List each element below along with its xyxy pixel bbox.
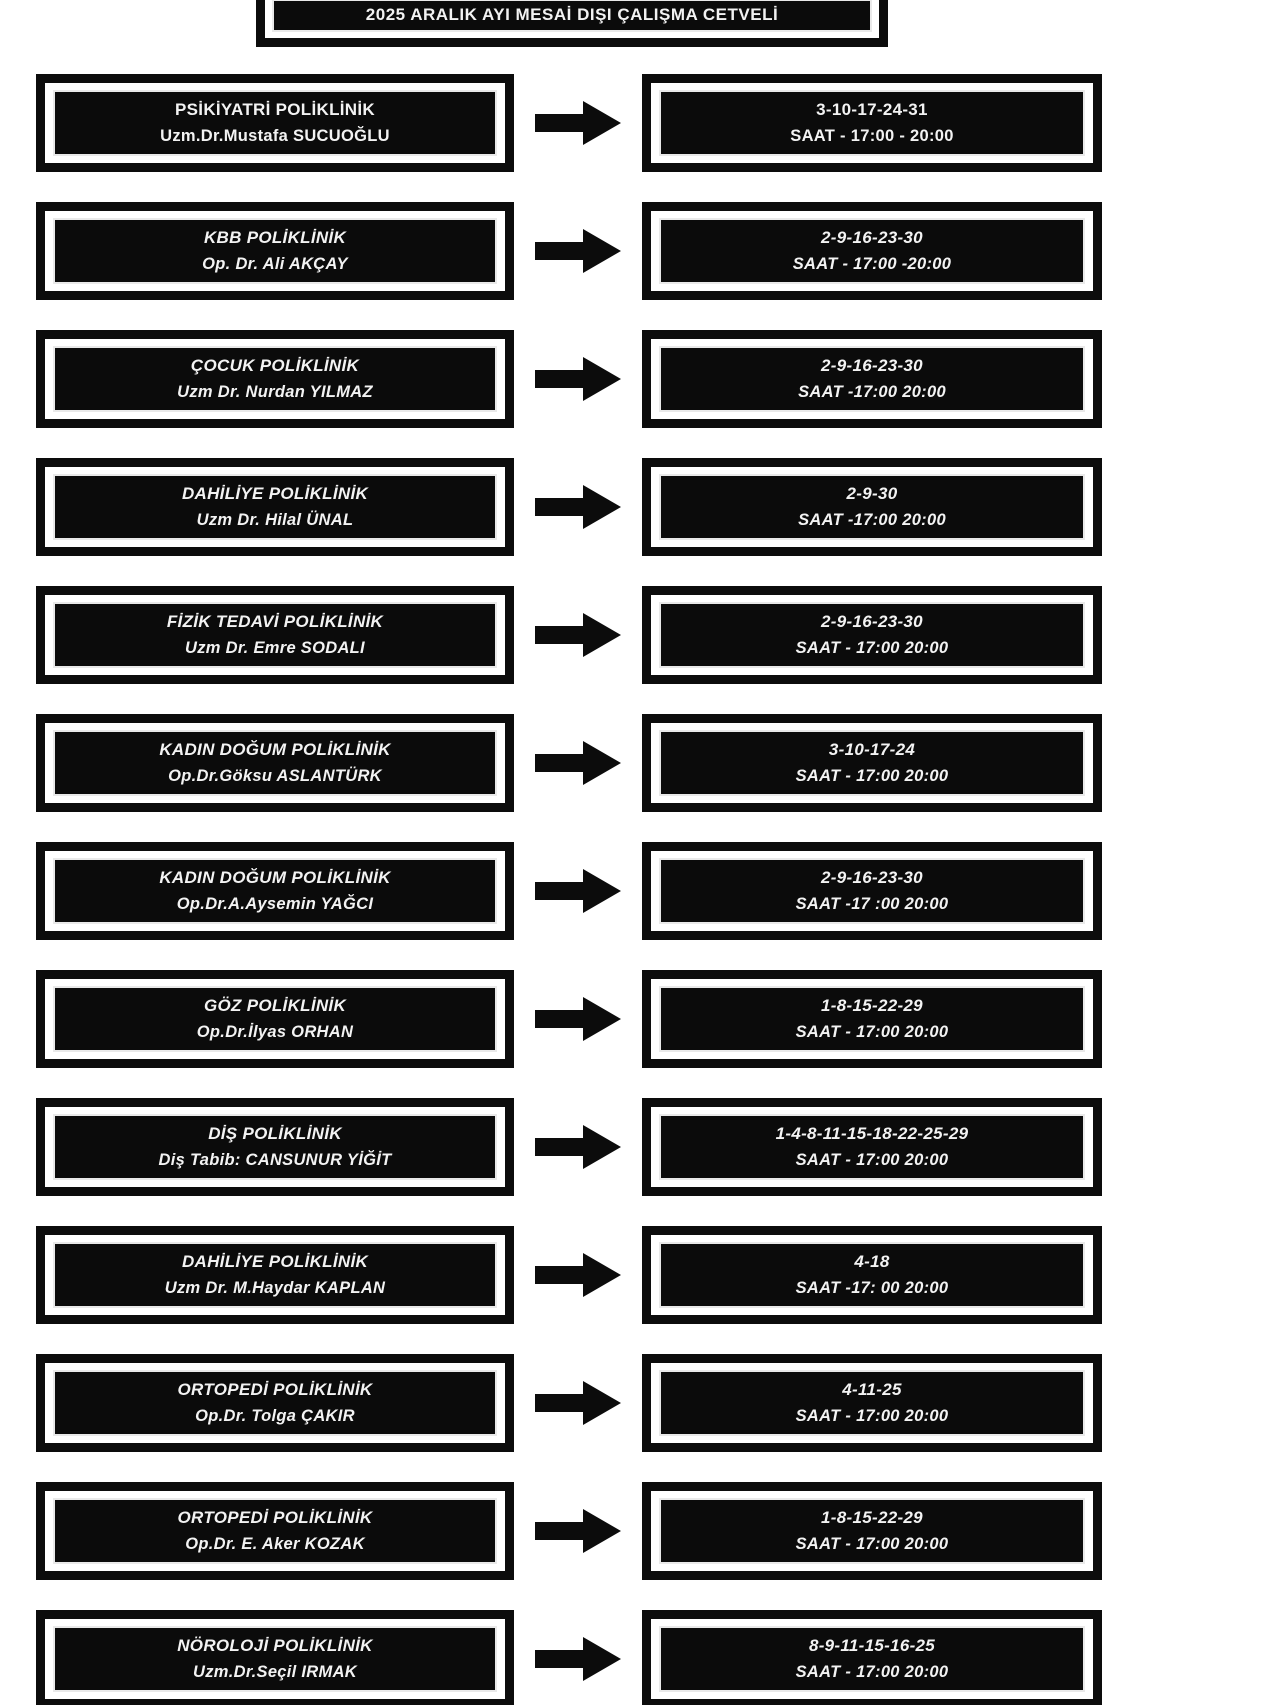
schedule-row [36, 1354, 1280, 1452]
hours-text: SAAT -17:00 20:00 [798, 511, 946, 529]
clinic-name: KADIN DOĞUM POLİKLİNİK [159, 740, 391, 759]
clinic-box [36, 714, 514, 812]
hours-text: SAAT - 17:00 20:00 [795, 1151, 949, 1169]
schedule-row [36, 458, 1280, 556]
clinic-box [36, 74, 514, 172]
clinic-box [36, 1482, 514, 1580]
schedule-box [642, 202, 1102, 300]
days-list: 3-10-17-24 [828, 740, 916, 759]
right-arrow-icon [514, 996, 642, 1042]
days-list: 2-9-16-23-30 [821, 612, 923, 631]
right-arrow-icon [514, 868, 642, 914]
hours-text: SAAT - 17:00 20:00 [795, 767, 949, 785]
hours-text: SAAT - 17:00 20:00 [795, 1663, 949, 1681]
doctor-name: Uzm.Dr.Seçil IRMAK [192, 1663, 358, 1681]
doctor-name: Uzm Dr. Emre SODALI [185, 639, 365, 657]
schedule-box [642, 458, 1102, 556]
right-arrow-icon [514, 356, 642, 402]
days-list: 1-4-8-11-15-18-22-25-29 [775, 1124, 969, 1143]
page-title: 2025 ARALIK AYI MESAİ DIŞI ÇALIŞMA CETVELİ [272, 0, 872, 32]
schedule-rows [0, 74, 1280, 1705]
doctor-name: Op.Dr. Tolga ÇAKIR [195, 1407, 355, 1425]
clinic-box [36, 458, 514, 556]
schedule-box [642, 714, 1102, 812]
clinic-box [36, 842, 514, 940]
doctor-name: Op.Dr.İlyas ORHAN [196, 1023, 354, 1041]
schedule-box [642, 1354, 1102, 1452]
clinic-name: KBB POLİKLİNİK [203, 228, 347, 247]
clinic-name: DİŞ POLİKLİNİK [208, 1124, 342, 1143]
clinic-box [36, 330, 514, 428]
right-arrow-icon [514, 1124, 642, 1170]
clinic-name: DAHİLİYE POLİKLİNİK [181, 1252, 369, 1271]
hours-text: SAAT - 17:00 - 20:00 [790, 127, 954, 145]
schedule-box [642, 970, 1102, 1068]
days-list: 2-9-16-23-30 [821, 356, 923, 375]
hours-text: SAAT - 17:00 -20:00 [792, 255, 952, 273]
right-arrow-icon [514, 612, 642, 658]
days-list: 2-9-30 [846, 484, 898, 503]
hours-text: SAAT - 17:00 20:00 [795, 1407, 949, 1425]
schedule-row [36, 1226, 1280, 1324]
days-list: 3-10-17-24-31 [816, 100, 928, 119]
schedule-box [642, 1226, 1102, 1324]
days-list: 2-9-16-23-30 [821, 228, 923, 247]
schedule-row [36, 330, 1280, 428]
clinic-name: ORTOPEDİ POLİKLİNİK [177, 1508, 373, 1527]
clinic-name: PSİKİYATRİ POLİKLİNİK [175, 100, 375, 119]
days-list: 2-9-16-23-30 [821, 868, 923, 887]
clinic-name: DAHİLİYE POLİKLİNİK [181, 484, 369, 503]
days-list: 1-8-15-22-29 [821, 1508, 923, 1527]
doctor-name: Uzm.Dr.Mustafa SUCUOĞLU [160, 127, 390, 145]
schedule-row [36, 1610, 1280, 1705]
right-arrow-icon [514, 1508, 642, 1554]
schedule-box [642, 1610, 1102, 1705]
schedule-row [36, 842, 1280, 940]
right-arrow-icon [514, 1380, 642, 1426]
clinic-box [36, 1354, 514, 1452]
clinic-box [36, 1226, 514, 1324]
clinic-name: NÖROLOJİ POLİKLİNİK [177, 1636, 373, 1655]
clinic-name: ORTOPEDİ POLİKLİNİK [177, 1380, 373, 1399]
clinic-name: ÇOCUK POLİKLİNİK [190, 356, 360, 375]
days-list: 8-9-11-15-16-25 [808, 1636, 936, 1655]
schedule-row [36, 970, 1280, 1068]
right-arrow-icon [514, 100, 642, 146]
schedule-box [642, 74, 1102, 172]
right-arrow-icon [514, 740, 642, 786]
hours-text: SAAT -17 :00 20:00 [795, 895, 949, 913]
right-arrow-icon [514, 228, 642, 274]
days-list: 4-18 [854, 1252, 890, 1271]
schedule-row [36, 714, 1280, 812]
hours-text: SAAT - 17:00 20:00 [795, 1535, 949, 1553]
schedule-box [642, 1098, 1102, 1196]
schedule-box [642, 586, 1102, 684]
right-arrow-icon [514, 1252, 642, 1298]
doctor-name: Op.Dr.Göksu ASLANTÜRK [168, 767, 382, 785]
schedule-row [36, 1098, 1280, 1196]
days-list: 1-8-15-22-29 [821, 996, 923, 1015]
schedule-row [36, 202, 1280, 300]
doctor-name: Uzm Dr. M.Haydar KAPLAN [164, 1279, 386, 1297]
clinic-box [36, 202, 514, 300]
days-list: 4-11-25 [842, 1380, 902, 1399]
schedule-row [36, 74, 1280, 172]
clinic-name: GÖZ POLİKLİNİK [203, 996, 347, 1015]
hours-text: SAAT - 17:00 20:00 [795, 639, 949, 657]
clinic-name: KADIN DOĞUM POLİKLİNİK [159, 868, 391, 887]
schedule-box [642, 330, 1102, 428]
hours-text: SAAT -17:00 20:00 [798, 383, 946, 401]
clinic-box [36, 1098, 514, 1196]
clinic-box [36, 586, 514, 684]
doctor-name: Uzm Dr. Hilal ÜNAL [196, 511, 354, 529]
doctor-name: Op.Dr. E. Aker KOZAK [185, 1535, 365, 1553]
title-box [256, 0, 888, 47]
doctor-name: Diş Tabib: CANSUNUR YİĞİT [158, 1151, 392, 1169]
schedule-row [36, 586, 1280, 684]
hours-text: SAAT -17: 00 20:00 [795, 1279, 949, 1297]
clinic-box [36, 1610, 514, 1705]
doctor-name: Op. Dr. Ali AKÇAY [202, 255, 348, 273]
right-arrow-icon [514, 484, 642, 530]
doctor-name: Uzm Dr. Nurdan YILMAZ [177, 383, 373, 401]
schedule-box [642, 842, 1102, 940]
doctor-name: Op.Dr.A.Aysemin YAĞCI [176, 895, 374, 913]
schedule-row [36, 1482, 1280, 1580]
clinic-box [36, 970, 514, 1068]
schedule-box [642, 1482, 1102, 1580]
right-arrow-icon [514, 1636, 642, 1682]
clinic-name: FİZİK TEDAVİ POLİKLİNİK [166, 612, 384, 631]
hours-text: SAAT - 17:00 20:00 [795, 1023, 949, 1041]
